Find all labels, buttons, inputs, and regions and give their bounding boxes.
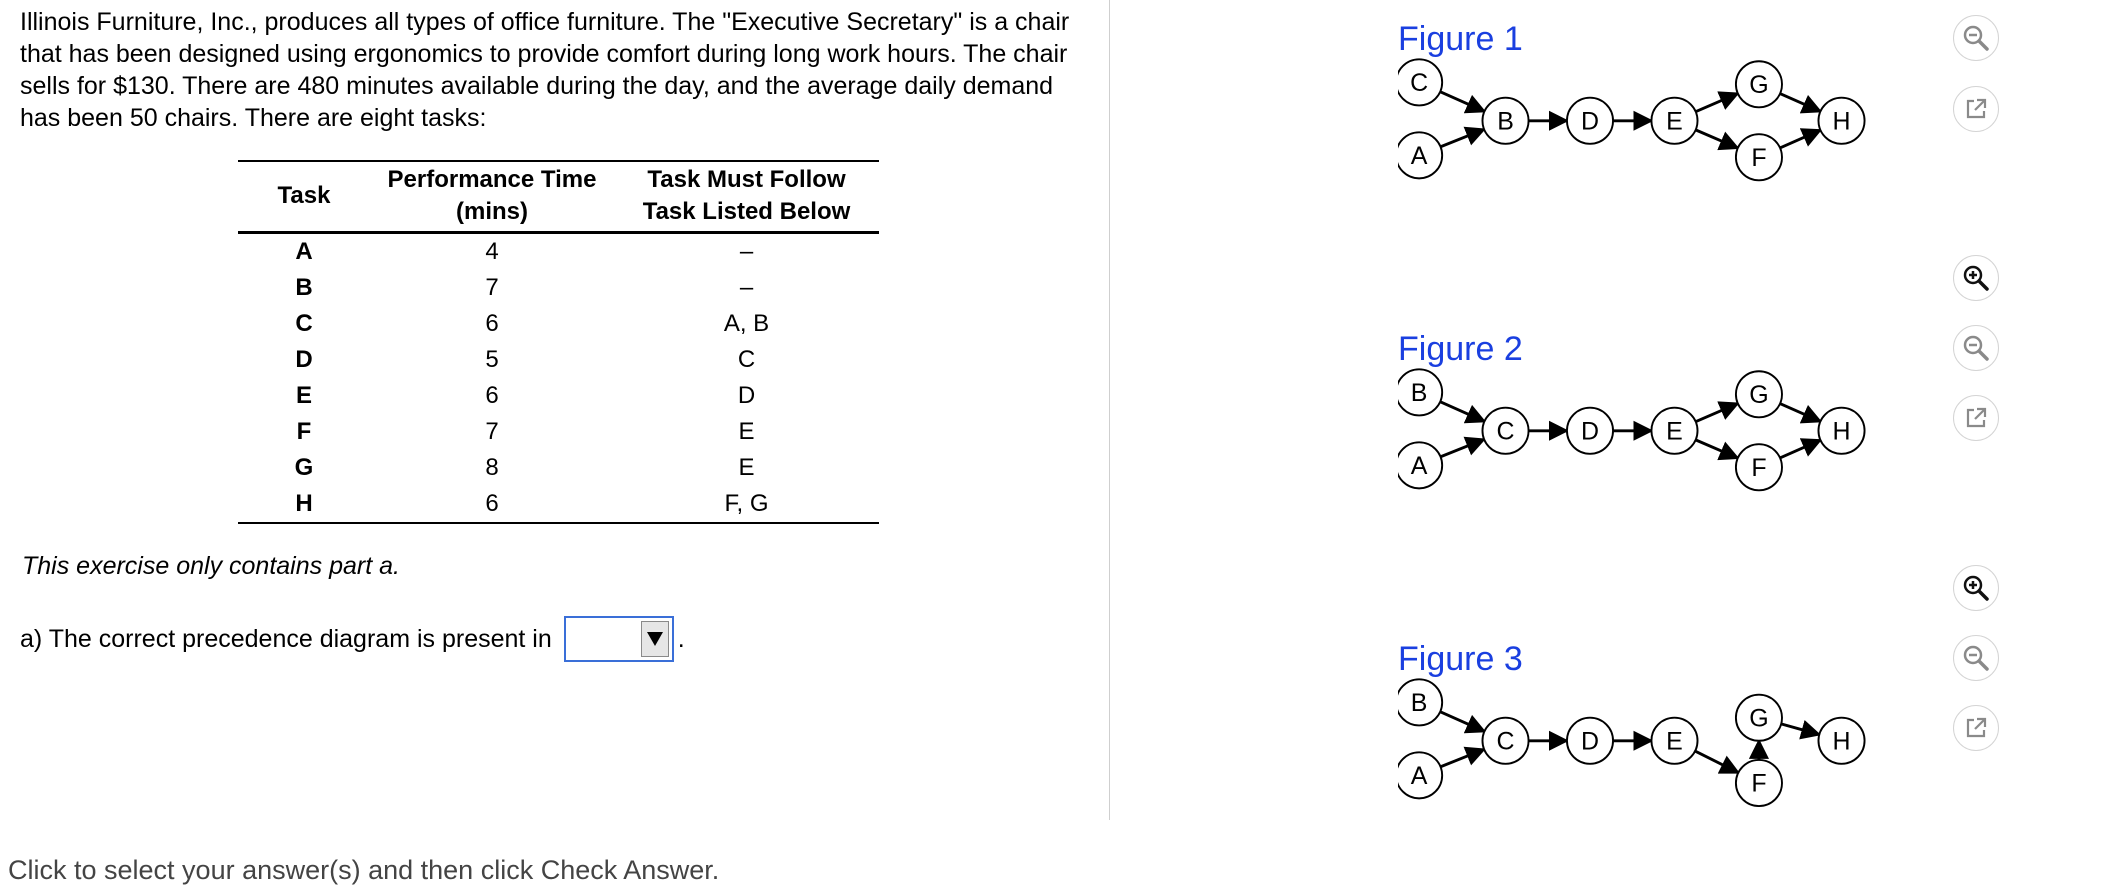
svg-text:D: D: [1580, 727, 1600, 756]
figure-2-popout-button[interactable]: [1953, 395, 1999, 441]
node-A: [1398, 752, 1442, 798]
node-D: [1567, 718, 1613, 764]
header-must-follow: Task Must Follow Task Listed Below: [614, 161, 879, 233]
edge-A-C: [1439, 439, 1484, 457]
edge-E-F: [1693, 750, 1738, 772]
figure-1-diagram: [1398, 58, 1878, 220]
svg-text:E: E: [1666, 107, 1683, 136]
zoom-out-icon: [1961, 333, 1991, 363]
svg-text:D: D: [1580, 107, 1600, 136]
time-cell: 8: [485, 454, 499, 481]
edge-G-H: [1778, 403, 1820, 422]
time-cell: 5: [485, 346, 499, 373]
node-H: [1818, 718, 1864, 764]
figure-3: [1398, 640, 1918, 840]
table-row: [238, 414, 879, 450]
svg-text:C: C: [1496, 417, 1515, 446]
figure-3-diagram: [1398, 678, 1878, 840]
figure-2-diagram: [1398, 368, 1878, 530]
edge-E-F: [1694, 129, 1738, 148]
task-cell: G: [294, 454, 314, 481]
svg-text:C: C: [1496, 727, 1515, 756]
task-cell: A: [295, 238, 313, 265]
node-C: [1398, 59, 1442, 105]
zoom-out-icon: [1961, 643, 1991, 673]
figure-3-title[interactable]: Figure 3: [1398, 640, 1523, 678]
edge-E-G: [1694, 93, 1738, 112]
svg-text:G: G: [1749, 70, 1769, 99]
edge-B-C: [1438, 401, 1484, 421]
node-E: [1651, 408, 1697, 454]
figure-1: [1398, 20, 1918, 220]
svg-text:A: A: [1410, 451, 1428, 480]
table-row: [238, 233, 879, 271]
node-H: [1818, 98, 1864, 144]
follows-cell: –: [739, 238, 754, 265]
svg-text:F: F: [1751, 453, 1767, 482]
task-cell: B: [295, 274, 313, 301]
node-B: [1398, 679, 1442, 725]
figure-2-zoom-out-button[interactable]: [1953, 325, 1999, 371]
edge-C-B: [1438, 91, 1484, 111]
task-cell: F: [296, 418, 312, 445]
edge-A-C: [1439, 749, 1484, 767]
edge-G-H: [1778, 93, 1820, 112]
svg-text:H: H: [1832, 107, 1851, 136]
figure-2-title[interactable]: Figure 2: [1398, 330, 1523, 368]
question-line: [20, 614, 685, 664]
node-H: [1818, 408, 1864, 454]
task-cell: D: [295, 346, 313, 373]
edge-F-H: [1778, 440, 1820, 459]
edge-G-H: [1779, 723, 1819, 734]
popout-icon: [1963, 405, 1989, 431]
table-header-row: [238, 161, 879, 233]
table-row: [238, 342, 879, 378]
node-B: [1482, 98, 1528, 144]
svg-text:C: C: [1410, 69, 1429, 97]
time-cell: 6: [485, 382, 499, 409]
edge-E-G: [1694, 403, 1738, 422]
follows-cell: A, B: [723, 310, 770, 337]
answer-dropdown[interactable]: [564, 616, 674, 662]
figure-2: [1398, 330, 1918, 530]
svg-text:A: A: [1410, 761, 1428, 790]
figure-1-zoom-out-button[interactable]: [1953, 15, 1999, 61]
svg-text:H: H: [1832, 727, 1851, 756]
time-cell: 4: [485, 238, 499, 265]
zoom-in-icon: [1961, 263, 1991, 293]
dropdown-arrow-icon[interactable]: [641, 621, 669, 657]
node-G: [1736, 371, 1782, 417]
svg-text:E: E: [1666, 417, 1683, 446]
svg-text:G: G: [1749, 704, 1769, 733]
table-row: [238, 270, 879, 306]
follows-cell: C: [737, 346, 756, 373]
task-cell: C: [295, 310, 313, 337]
table-row: [238, 378, 879, 414]
follows-cell: –: [739, 274, 754, 301]
popout-icon: [1963, 715, 1989, 741]
node-A: [1398, 442, 1442, 488]
svg-text:H: H: [1832, 417, 1851, 446]
node-D: [1567, 408, 1613, 454]
popout-icon: [1963, 96, 1989, 122]
table-row: [238, 450, 879, 486]
node-B: [1398, 369, 1442, 415]
table-row: [238, 306, 879, 342]
table-row: [238, 486, 879, 523]
svg-text:B: B: [1410, 689, 1428, 717]
node-E: [1651, 718, 1697, 764]
svg-text:F: F: [1751, 769, 1767, 798]
edge-B-C: [1438, 711, 1484, 731]
svg-text:B: B: [1497, 107, 1514, 136]
svg-text:F: F: [1751, 143, 1767, 172]
svg-text:B: B: [1410, 379, 1428, 407]
node-F: [1736, 134, 1782, 180]
figure-1-title[interactable]: Figure 1: [1398, 20, 1523, 58]
zoom-out-icon: [1961, 23, 1991, 53]
node-E: [1651, 98, 1697, 144]
follows-cell: D: [737, 382, 756, 409]
node-D: [1567, 98, 1613, 144]
task-cell: E: [295, 382, 312, 409]
header-task: Task: [238, 161, 370, 233]
edge-E-F: [1694, 439, 1738, 458]
svg-text:A: A: [1410, 141, 1428, 170]
figure-3-zoom-out-button[interactable]: [1953, 635, 1999, 681]
time-cell: 7: [485, 418, 499, 445]
instruction-footer: Click to select your answer(s) and then click Check Answer.: [8, 855, 720, 885]
figure-1-popout-button[interactable]: [1953, 86, 1999, 132]
time-cell: 6: [485, 310, 499, 337]
zoom-in-icon: [1961, 573, 1991, 603]
svg-text:G: G: [1749, 380, 1769, 409]
figure-2-zoom-in-button[interactable]: [1953, 255, 1999, 301]
node-C: [1482, 408, 1528, 454]
header-performance-time: Performance Time (mins): [370, 161, 614, 233]
node-F: [1736, 444, 1782, 490]
pane-divider: [1109, 0, 1110, 820]
figure-3-popout-button[interactable]: [1953, 705, 1999, 751]
node-C: [1482, 718, 1528, 764]
edge-A-B: [1439, 129, 1484, 147]
task-table: [238, 160, 879, 524]
time-cell: 6: [485, 490, 499, 517]
edge-F-H: [1778, 130, 1820, 149]
node-A: [1398, 132, 1442, 178]
svg-text:E: E: [1666, 727, 1683, 756]
task-cell: H: [295, 490, 313, 517]
question-text: a) The correct precedence diagram is present in: [20, 624, 552, 653]
time-cell: 7: [485, 274, 499, 301]
node-G: [1736, 695, 1782, 741]
exercise-note: This exercise only contains part a.: [22, 552, 400, 580]
follows-cell: F, G: [724, 490, 769, 517]
node-F: [1736, 760, 1782, 806]
follows-cell: E: [738, 418, 755, 445]
svg-text:D: D: [1580, 417, 1600, 446]
figure-3-zoom-in-button[interactable]: [1953, 565, 1999, 611]
question-period: .: [677, 624, 685, 653]
node-G: [1736, 61, 1782, 107]
problem-statement: Illinois Furniture, Inc., produces all types of office furniture. The "Executive Secretary" is a chair that has been designed using ergonomics to provide comfort during long work hours. The chair sells for $130. There are 480 minutes available during the day, and the average daily demand has been 50 chairs. There are eight tasks:: [20, 8, 1070, 132]
follows-cell: E: [738, 454, 755, 481]
